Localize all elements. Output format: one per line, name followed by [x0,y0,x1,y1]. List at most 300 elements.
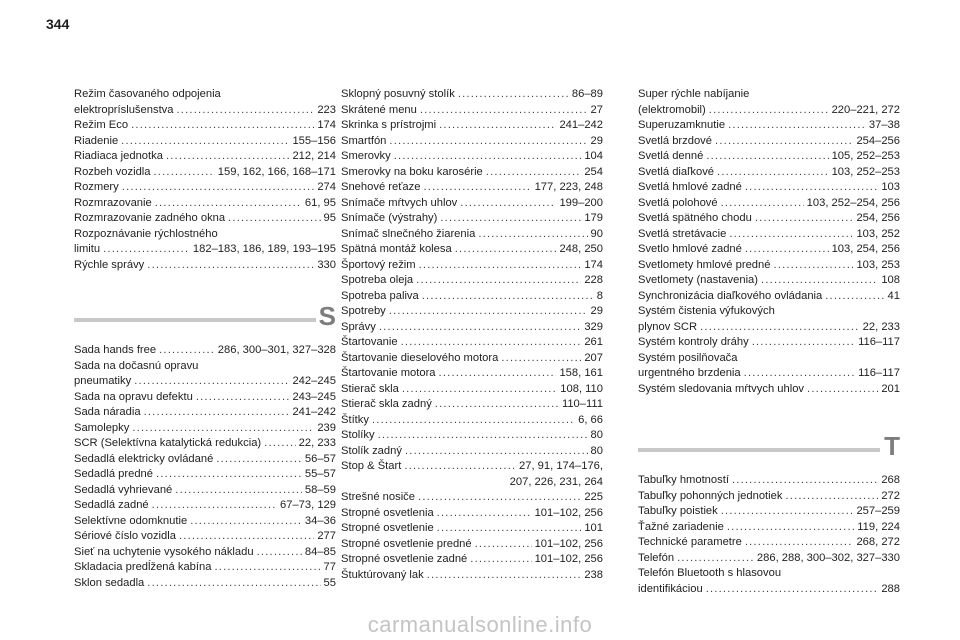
index-entry-row [74,258,336,274]
index-entry-row [74,405,336,421]
index-entry-row [341,428,603,444]
index-term: Snímače mŕtvych uhlov [341,196,458,209]
dot-leader [419,258,582,274]
page-reference: 84–85 [304,545,336,558]
page-reference: 199–200 [559,196,603,209]
index-entry [341,444,603,460]
index-entry-row [341,490,603,506]
index-entry-row [638,289,900,305]
index-term: Rozmery [74,181,119,193]
index-entry [74,560,336,576]
dot-leader [156,467,302,483]
page-reference: 61, 95 [304,196,336,209]
page-reference: 55 [323,576,336,589]
page-reference: 22, 233 [298,437,336,449]
dot-leader [402,382,557,398]
page-reference: 110–111 [561,398,603,410]
page-reference: 248, 250 [559,243,603,255]
index-entry-row [638,520,900,536]
page-reference: 41 [887,289,900,302]
dot-leader [422,289,594,305]
dot-leader [677,551,754,567]
dot-leader [745,180,878,196]
index-term: Samolepky [74,421,130,434]
page-reference: 174 [584,258,603,271]
page-reference: 86–89 [571,88,603,100]
page-reference: 179 [584,212,603,224]
index-entry [74,359,336,390]
dot-leader [228,211,320,227]
index-entry-term-line: Super rýchle nabíjanie [638,88,750,100]
index-term: Spotreba oleja [341,274,414,286]
dot-leader [732,473,878,489]
index-term: Smartfón [341,134,387,147]
index-term: Smerovky [341,150,391,162]
page-reference: 207 [584,351,603,364]
dot-leader [773,258,853,274]
index-entry [74,343,336,359]
index-column-2 [341,87,603,583]
index-entry-row [74,103,336,119]
index-entry [341,103,603,119]
index-term: Spotreba paliva [341,289,419,302]
index-entry-row [638,103,900,119]
index-entry-row [341,304,603,320]
dot-leader [389,134,587,150]
index-entry-row [341,242,603,258]
index-entry [74,180,336,196]
watermark: carmanualsonline.info [367,612,593,637]
index-term: Riadiaca jednotka [74,150,163,162]
index-entry [638,227,900,243]
index-entry [638,289,900,305]
index-term: Skrátené menu [341,103,417,116]
index-entry-row [341,552,603,568]
index-entry [74,390,336,406]
dot-leader [785,489,878,505]
page-reference: 242–245 [292,375,336,387]
index-entry [341,428,603,444]
section-divider [638,448,880,452]
index-entry-row [341,382,603,398]
index-entry-row [74,452,336,468]
dot-leader [470,552,531,568]
index-entry-row [74,180,336,196]
index-entry-term-line: Systém posilňovača [638,351,738,364]
index-term: Technické parametre [638,536,742,548]
dot-leader [807,382,878,398]
index-entry-term-line: Rozpoznávanie rýchlostného [74,227,218,240]
index-entry [74,467,336,483]
index-entry [638,351,900,382]
page-reference: 288 [881,582,900,595]
index-term: Štítky [341,413,369,426]
index-term: Svetlá spätného chodu [638,212,752,224]
index-entry [341,304,603,320]
page-reference: 105, 252–253 [831,150,900,162]
index-entry [638,165,900,181]
dot-leader [404,459,516,475]
index-term: pneumatiky [74,375,132,387]
dot-leader [159,343,215,359]
index-entry [74,529,336,545]
page-reference: 241–242 [292,406,336,418]
page-reference: 27 [590,103,603,116]
index-entry-row [74,576,336,592]
dot-leader [122,180,315,196]
index-entry [638,196,900,212]
index-entry-row [638,118,900,134]
index-entry [74,227,336,258]
dot-leader [394,149,582,165]
index-entry-row [341,227,603,243]
page-reference: 274 [317,181,336,193]
section-header-t [638,433,900,465]
index-entry [341,118,603,134]
page-reference: 220–221, 272 [831,103,900,116]
index-entry-term-line: Telefón Bluetooth s hlasovou [638,567,782,579]
page-reference: 101–102, 256 [534,506,603,519]
dot-leader [721,504,854,520]
page-reference: 254, 256 [856,212,900,224]
dot-leader [147,576,320,592]
page-reference: 29 [590,134,603,147]
index-entry [341,382,603,398]
page-reference: 330 [317,258,336,271]
index-entry [74,576,336,592]
page-reference: 243–245 [292,390,336,403]
index-entry-row [341,149,603,165]
index-entry-row [341,87,603,103]
dot-leader [131,118,314,134]
index-entry-row [74,196,336,212]
index-entry-row [638,551,900,567]
dot-leader [437,521,582,537]
index-entry [74,436,336,452]
index-term: Sériové číslo vozidla [74,530,176,542]
index-term: Stropné osvetlenie predné [341,537,472,550]
index-entry [638,520,900,536]
dot-leader [166,149,290,165]
page-reference: 241–242 [559,119,603,131]
index-term: Štartovanie [341,336,398,348]
page-reference: 254–256 [856,134,900,147]
index-term: Svetlá hmlové zadné [638,181,742,193]
index-entry [341,165,603,181]
page-reference: 34–36 [304,514,336,527]
index-term: Štartovanie motora [341,367,436,379]
index-entry [74,483,336,499]
index-entry-row [638,535,900,551]
index-entry-row [74,118,336,134]
page-reference: 225 [584,491,603,503]
index-term: Riadenie [74,134,119,147]
index-group-s-continued [341,87,603,583]
page-reference: 286, 300–301, 327–328 [217,344,336,356]
page-reference: 174 [317,119,336,131]
index-entry-row [638,273,900,289]
page-reference: 101–102, 256 [534,553,603,565]
page-reference: 8 [596,289,603,302]
page-reference: 103, 252–253 [831,165,900,178]
index-entry [341,289,603,305]
index-group-t [638,473,900,597]
dot-leader [460,196,556,212]
index-term: Synchronizácia diaľkového ovládania [638,289,823,302]
index-entry [341,397,603,413]
index-term: Štuktúrovaný lak [341,568,424,581]
dot-leader [727,520,854,536]
dot-leader [134,374,289,390]
page-reference: 239 [317,421,336,434]
index-term: Svetlá diaľkové [638,165,715,178]
dot-leader [721,196,804,212]
dot-leader [423,180,531,196]
index-entry-row [341,537,603,553]
index-entry [74,211,336,227]
index-entry [74,498,336,514]
dot-leader [179,529,314,545]
index-term: Strešné nosiče [341,491,416,503]
index-entry [638,473,900,489]
index-entry-row [341,273,603,289]
index-entry [341,568,603,584]
page-reference: 56–57 [304,452,336,465]
index-term: Sedadlá predné [74,468,154,480]
index-term: Svetlá brzdové [638,134,713,147]
index-entry-row [74,467,336,483]
index-term: Rozmrazovanie zadného okna [74,212,226,224]
dot-leader [257,545,302,561]
index-entry [74,452,336,468]
index-entry-row [638,320,900,336]
dot-leader [405,444,588,460]
index-entry [74,405,336,421]
dot-leader [439,366,557,382]
dot-leader [709,103,829,119]
index-entry-row [74,529,336,545]
index-entry [74,165,336,181]
dot-leader [478,227,587,243]
dot-leader [706,582,879,598]
index-entry [341,552,603,568]
index-entry [74,118,336,134]
index-entry [638,118,900,134]
index-entry-row [341,103,603,119]
page-reference: 67–73, 129 [280,499,336,511]
index-term: Rozmrazovanie [74,196,152,209]
dot-leader [427,568,582,584]
index-term: Selektívne odomknutie [74,514,188,527]
dot-leader [706,149,828,165]
index-term: Skladacia predĺžená kabína [74,561,212,573]
index-term: Stierač skla zadný [341,398,432,410]
section-header-s [74,303,336,335]
index-entry [341,413,603,429]
dot-leader [420,103,588,119]
index-term: Režim Eco [74,119,129,131]
index-entry [74,87,336,118]
index-entry [341,242,603,258]
dot-leader [458,87,569,103]
index-entry [341,490,603,506]
index-entry-row [341,413,603,429]
index-entry-row [341,289,603,305]
dot-leader [437,506,532,522]
dot-leader [264,436,296,452]
index-entry [74,196,336,212]
index-term: Sedadlá zadné [74,499,149,511]
dot-leader [440,211,581,227]
index-column-3 [638,87,900,597]
dot-leader [717,165,829,181]
index-entry [341,149,603,165]
index-term: Sada náradia [74,406,141,418]
dot-leader [435,397,559,413]
index-term: Tabuľky poistiek [638,505,718,517]
index-entry-row [74,134,336,150]
index-term: Systém kontroly dráhy [638,336,749,348]
page-reference: 80 [590,444,603,457]
dot-leader [177,103,315,119]
index-entry-row [341,320,603,336]
index-term: Rýchle správy [74,258,145,271]
page-reference: 80 [590,429,603,441]
index-entry-row [341,335,603,351]
index-entry [341,211,603,227]
index-term: Svetlo hmlové zadné [638,243,742,255]
index-term: Snímač slnečného žiarenia [341,227,476,240]
page-reference: 108, 110 [560,382,603,395]
index-term: Svetlá stretávacie [638,227,727,240]
index-term: Rozbeh vozidla [74,165,151,178]
index-term: Svetlá denné [638,150,704,162]
index-entry-row [638,134,900,150]
index-entry-row [74,421,336,437]
index-term: Správy [341,320,376,333]
page-reference: 101–102, 256 [534,537,603,550]
index-entry [74,545,336,561]
index-entry [341,537,603,553]
index-entry-term-line: Sada na dočasnú opravu [74,359,199,372]
index-entry-row [341,568,603,584]
index-entry [638,242,900,258]
index-entry [341,459,603,490]
index-entry-row [74,545,336,561]
index-term: Svetlomety (nastavenia) [638,274,759,286]
page-reference: 37–38 [868,119,900,131]
page-reference: 257–259 [856,505,900,517]
index-entry [74,149,336,165]
page-reference: 108 [881,274,900,286]
index-term: Snehové reťaze [341,181,421,193]
page-reference: 201 [881,382,900,395]
dot-leader [416,273,581,289]
page-reference-continued: 207, 226, 231, 264 [509,475,603,488]
index-term: Sklopný posuvný stolík [341,88,455,100]
index-entry [638,535,900,551]
index-term: Snímače (výstrahy) [341,212,438,224]
index-term: identifikáciou [638,582,703,595]
index-entry [638,504,900,520]
dot-leader [155,196,302,212]
dot-leader [152,498,277,514]
page-reference: 103, 252 [856,227,900,240]
index-entry-row [638,366,900,382]
index-entry-term-line: Systém čistenia výfukových [638,305,775,317]
index-group-r [74,87,336,273]
page-reference: 182–183, 186, 189, 193–195 [192,243,336,255]
page-reference: 116–117 [858,336,900,348]
index-term: Stropné osvetlenie zadné [341,553,468,565]
index-entry [638,304,900,335]
index-entry-row [638,582,900,598]
page-reference: 103, 252–254, 256 [806,196,900,209]
dot-leader [196,390,290,406]
index-entry [638,87,900,118]
index-term: SCR (Selektívna katalytická redukcia) [74,437,262,449]
index-term: Sedadlá vyhrievané [74,483,173,496]
page-reference: 177, 223, 248 [534,181,603,193]
index-entry-row [74,211,336,227]
index-entry-row [341,444,603,460]
page-reference: 223 [317,103,336,116]
index-term: Stolíky [341,429,375,441]
dot-leader [752,335,855,351]
index-entry-row [638,473,900,489]
dot-leader [486,165,582,181]
page-reference: 268 [881,474,900,486]
index-entry [74,258,336,274]
index-term: Superuzamknutie [638,119,726,131]
dot-leader [154,165,215,181]
index-term: Spotreby [341,305,386,317]
dot-leader [190,514,302,530]
section-divider [74,318,316,322]
dot-leader [418,490,581,506]
index-term: Stropné osvetlenia [341,506,434,519]
dot-leader [744,366,855,382]
dot-leader [216,452,302,468]
index-entry-row [74,483,336,499]
index-entry-row [638,149,900,165]
index-term: Športový režim [341,258,416,271]
index-entry [341,521,603,537]
index-entry [638,382,900,398]
index-entry-row [341,351,603,367]
dot-leader [379,320,582,336]
index-term: Sieť na uchytenie vysokého nákladu [74,545,254,558]
dot-leader [372,413,575,429]
page-reference: 103, 253 [856,258,900,271]
page-reference: 261 [584,336,603,348]
index-term: urgentného brzdenia [638,367,741,379]
dot-leader [389,304,588,320]
index-term: Skrinka s prístrojmi [341,119,437,131]
section-letter-s: S [318,301,336,331]
page-reference: 158, 161 [559,367,603,379]
index-entry-row [74,343,336,359]
index-entry-row [638,335,900,351]
index-entry [341,351,603,367]
index-entry-term-line: Režim časovaného odpojenia [74,88,221,100]
index-entry [638,489,900,505]
dot-leader [378,428,588,444]
index-entry-row [74,390,336,406]
page-number: 344 [46,16,70,32]
dot-leader [728,118,866,134]
dot-leader [455,242,557,258]
